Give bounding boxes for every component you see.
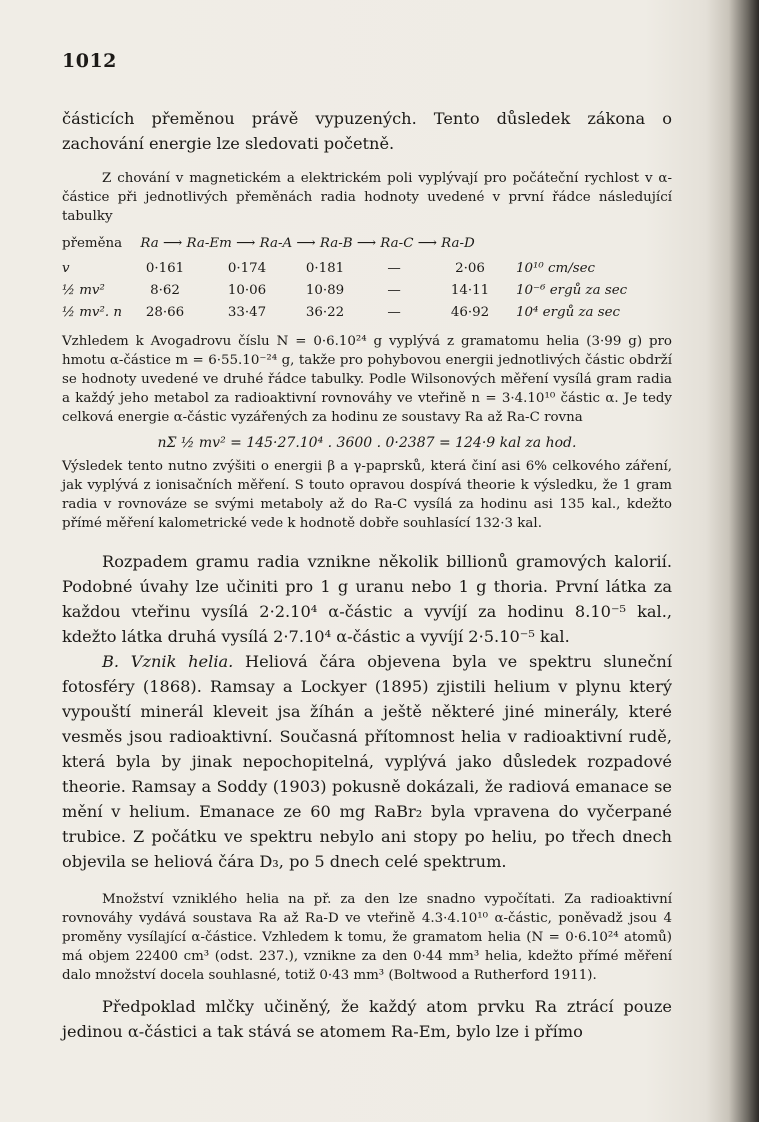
page-number: 1012 [62,50,117,72]
table-row [62,301,666,323]
paragraph-decay: Rozpadem gramu radia vznikne několik billionů gramových kalorií. Podobné úvahy lze učiniti pro 1 g uranu nebo 1 g thoria. První látka za každou vteřinu vysílá 2·2.10⁴ α-částic a vyvíjí za hodinu 8.10⁻⁵ kal., kdežto látka druhá vysílá 2·7.10⁴ α-částic a vyvíjí 2·5.10⁻⁵ kal. [62,552,672,646]
table-row [62,257,666,279]
table-cell: 10·89 [305,282,345,298]
decay-chain [62,236,672,251]
paragraph-continuation: částicích přeměnou právě vypuzených. Tento důsledek zákona o zachování energie lze sledovati početně. [62,109,672,153]
row-unit: 10¹⁰ cm/sec [516,260,596,276]
table-cell: 28·66 [145,304,185,320]
decay-chain-sequence: Ra ⟶ Ra-Em ⟶ Ra-A ⟶ Ra-B ⟶ Ra-C ⟶ Ra-D [140,236,475,251]
table-cell: 0·174 [227,260,267,276]
table-cell: — [387,304,401,320]
row-head: v [62,260,70,276]
page-body [62,106,672,1044]
table-cell: 0·181 [305,260,345,276]
table-cell: 36·22 [305,304,345,320]
table-cell: 10·06 [227,282,267,298]
table-row [62,279,666,301]
energy-table [62,257,666,323]
paragraph-initial-velocity: Z chování v magnetickém a elektrickém poli vyplývají pro počáteční rychlost v α-částice při jednotlivých přeměnách radia hodnoty uvedené v první řádce následující tabulky [62,171,672,224]
section-heading: B. Vznik helia. [102,652,234,671]
table-cell: 46·92 [450,304,490,320]
paragraph-avogadro: Vzhledem k Avogadrovu číslu N = 0·6.10²⁴ g vyplývá z gramatomu helia (3·99 g) pro hmotu α-částice m = 6·55.10⁻²⁴ g, takže pro pohybovou energii jednotlivých částic obdrží se hodnoty uvedené ve druhé řádce tabulky. Podle Wilsonových měření vysílá gram radia a každý jeho metabol za radioaktivní rovnováhy ve vteřině n = 3·4.10¹⁰ částic α. Je tedy celková energie α-částic vyzářených za hodinu ze soustavy Ra až Ra-C rovna [62,334,672,425]
paragraph-helium [62,649,672,874]
paragraph-helium-text: Heliová čára objevena byla ve spektru sluneční fotosféry (1868). Ramsay a Lockyer (1895) zjistili helium v plynu který vypouští minerál kleveit jsa žíhán a ještě některé jiné minerály, které vesměs jsou radioaktivní. Současná přítomnost helia v radioaktivní rudě, která byla by jinak nepochopitelná, vyplývá jako důsledek rozpadové theorie. Ramsay a Soddy (1903) pokusně dokázali, že radiová emanace se mění v helium. Emanace ze 60 mg RaBr₂ byla vpravena do vyčerpané trubice. Z počátku ve spektru nebylo ani stopy po heliu, po třech dnech objevila se heliová čára D₃, po 5 dnech celé spektrum. [62,652,672,871]
table-cell: 0·161 [145,260,185,276]
paragraph-assumption: Předpoklad mlčky učiněný, že každý atom prvku Ra ztrácí pouze jedinou α-částici a tak stává se atomem Ra-Em, bylo lze i přímo [62,997,672,1041]
table-cell: 14·11 [450,282,490,298]
row-head: ½ mv² [62,282,105,298]
table-cell: 8·62 [150,282,180,298]
row-head: ½ mv². n [62,304,123,320]
table-cell: 33·47 [227,304,267,320]
row-unit: 10⁴ ergů za sec [516,304,621,320]
paragraph-result: Výsledek tento nutno zvýšiti o energii β a γ-paprsků, která činí asi 6% celkového záření, jak vyplývá z ionisačních měření. S touto opravou dospívá theorie k výsledku, že 1 gram radia v rovnováze se svými metaboly až do Ra-C vysílá za hodinu asi 135 kal., kdežto přímé měření kalometrické vede k hodnotě dobře souhlasící 132·3 kal. [62,459,672,531]
table-cell: — [387,260,401,276]
table-cell: — [387,282,401,298]
decay-chain-label: přeměna [62,236,123,251]
row-unit: 10⁻⁶ ergů za sec [516,282,628,298]
paragraph-helium-amount: Množství vzniklého helia na př. za den lze snadno vypočítati. Za radioaktivní rovnováhy vydává soustava Ra až Ra-D ve vteřině 4.3·4.10¹⁰ α-částic, poněvadž jsou 4 proměny vysílající α-částice. Vzhledem k tomu, že gramatom helia (N = 0·6.10²⁴ atomů) má objem 22400 cm³ (odst. 237.), vznikne za den 0·44 mm³ helia, kdežto přímé měření dalo množství docela souhlasné, totiž 0·43 mm³ (Boltwood a Rutherford 1911). [62,892,672,983]
table-cell: 2·06 [455,260,485,276]
energy-formula: nΣ ½ mv² = 145·27.10⁴ . 3600 . 0·2387 = 124·9 kal za hod. [157,435,577,451]
